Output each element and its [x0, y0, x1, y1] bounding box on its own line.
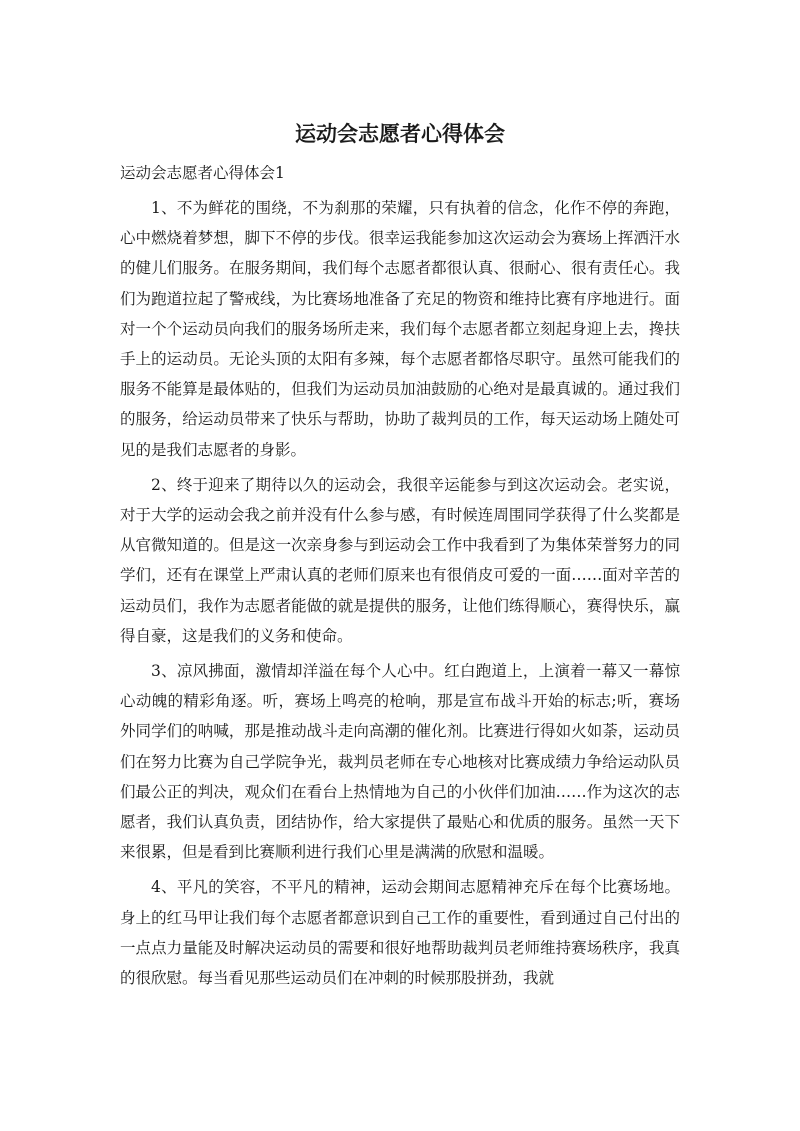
- section-subtitle: 运动会志愿者心得体会1: [120, 164, 285, 182]
- document-title: 运动会志愿者心得体会: [295, 122, 505, 146]
- paragraph-2: 2、终于迎来了期待以久的运动会，我很辛运能参与到这次运动会。老实说，对于大学的运动会我之前并没有什么参与感，有时候连周围同学获得了什么奖都是从官微知道的。但是这一次亲身参与到运动会工作中我看到了为集体荣誉努力的同学们，还有在课堂上严肃认真的老师们原来也有很俏皮可爱的一面……面对辛苦的运动员们，我作为志愿者能做的就是提供的服务，让他们练得顺心，赛得快乐，赢得自豪，这是我们的义务和使命。: [120, 475, 680, 645]
- paragraph-4: 4、平凡的笑容，不平凡的精神，运动会期间志愿精神充斥在每个比赛场地。身上的红马甲让我们每个志愿者都意识到自己工作的重要性，看到通过自己付出的一点点力量能及时解决运动员的需要和很好地帮助裁判员老师维持赛场秩序，我真的很欣慰。每当看见那些运动员们在冲刺的时候那股拼劲，我就: [120, 878, 680, 988]
- paragraph-3: 3、凉风拂面，激情却洋溢在每个人心中。红白跑道上，上演着一幕又一幕惊心动魄的精彩角逐。听，赛场上鸣亮的枪响，那是宣布战斗开始的标志;听，赛场外同学们的呐喊，那是推动战斗走向高潮的催化剂。比赛进行得如火如荼，运动员们在努力比赛为自己学院争光，裁判员老师在专心地核对比赛成绩力争给运动队员们最公正的判决，观众们在看台上热情地为自己的小伙伴们加油……作为这次的志愿者，我们认真负责，团结协作，给大家提供了最贴心和优质的服务。虽然一天下来很累，但是看到比赛顺利进行我们心里是满满的欣慰和温暖。: [120, 662, 680, 862]
- document-body: [120, 193, 680, 997]
- paragraph-1: 1、不为鲜花的围绕，不为刹那的荣耀，只有执着的信念，化作不停的奔跑，心中燃烧着梦想，脚下不停的步伐。很幸运我能参加这次运动会为赛场上挥洒汗水的健儿们服务。在服务期间，我们每个志愿者都很认真、很耐心、很有责任心。我们为跑道拉起了警戒线，为比赛场地准备了充足的物资和维持比赛有序地进行。面对一个个运动员向我们的服务场所走来，我们每个志愿者都立刻起身迎上去，搀扶手上的运动员。无论头顶的太阳有多辣，每个志愿者都恪尽职守。虽然可能我们的服务不能算是最体贴的，但我们为运动员加油鼓励的心绝对是最真诚的。通过我们的服务，给运动员带来了快乐与帮助，协助了裁判员的工作，每天运动场上随处可见的是我们志愿者的身影。: [120, 199, 680, 459]
